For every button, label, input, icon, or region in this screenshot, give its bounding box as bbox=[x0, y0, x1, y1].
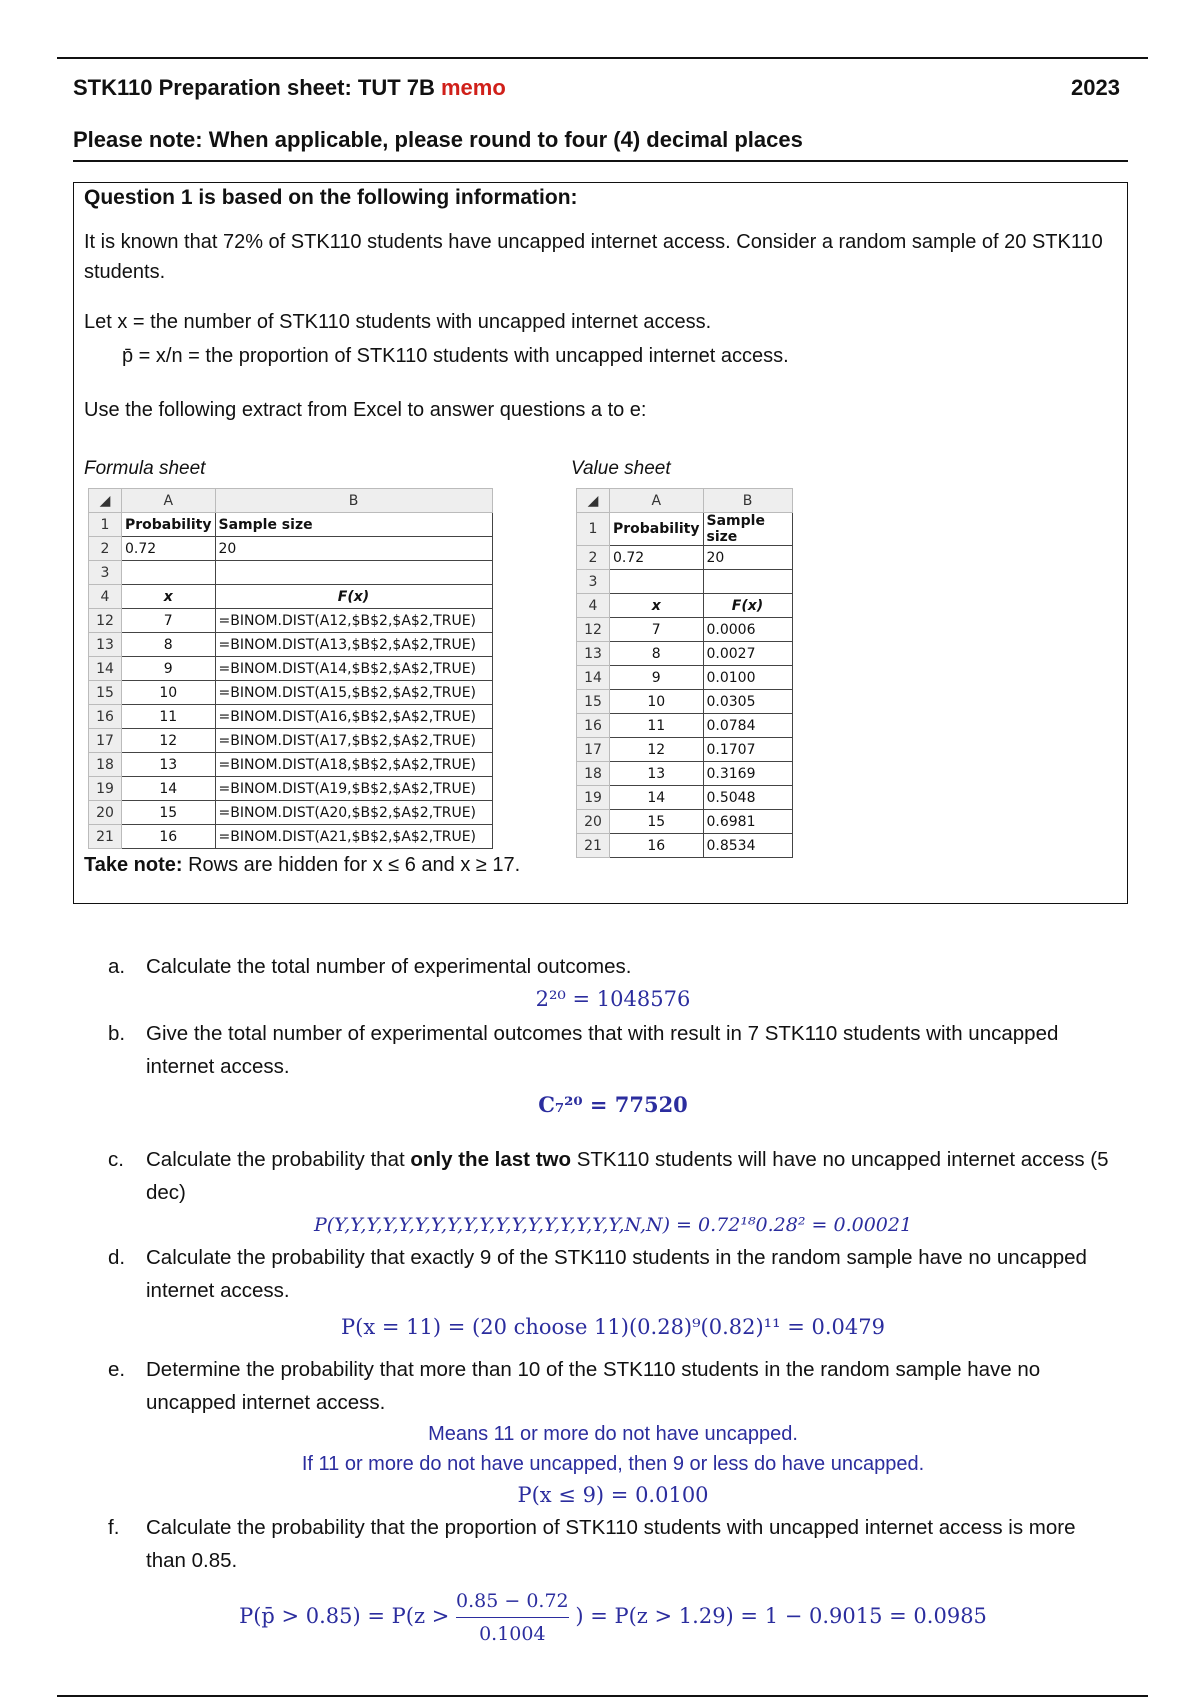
cell-value: =BINOM.DIST(A12,$B$2,$A$2,TRUE) bbox=[215, 609, 492, 633]
formula-sheet-label: Formula sheet bbox=[84, 458, 206, 479]
take-note-label: Take note: bbox=[84, 854, 183, 876]
question-letter: c. bbox=[108, 1148, 124, 1171]
cell-value: 0.0027 bbox=[703, 642, 792, 666]
col-header: A bbox=[610, 489, 704, 513]
cell-x: 9 bbox=[122, 657, 216, 681]
table-row bbox=[577, 834, 793, 858]
formula-sheet-table: ◢ A B 1 Probability Sample size 2 0.72 20 3 4 x F(x) 12 7 =BINOM.DIST(A12,$B$2,$A$2,TRUE) 13 8 =BINOM.DIST(A13,$B$2,$A$2,TRUE) 14 9 =BINOM.DIST(A14,$B$2,$A$2,TRUE) 15 10 =BINOM.DIST(A15,$B$2,$A$2,TRUE) 16 11 =BINOM.DIST(A16,$B$2,$A$2,TRUE) 17 12 =BINOM.DIST(A17,$B$2,$A$2,TRUE) 18 13 =BINOM.DIST(A18,$B$2,$A$2,TRUE) 19 14 =BINOM.DIST(A19,$B$2,$A$2,TRUE) 20 15 =BINOM.DIST(A20,$B$2,$A$2,TRUE) 21 16 =BINOM.DIST(A21,$B$2,$A$2,TRUE) bbox=[88, 488, 493, 849]
cell-value: =BINOM.DIST(A15,$B$2,$A$2,TRUE) bbox=[215, 681, 492, 705]
cell-value: 0.0305 bbox=[703, 690, 792, 714]
cell-value: =BINOM.DIST(A19,$B$2,$A$2,TRUE) bbox=[215, 777, 492, 801]
cell: F(x) bbox=[215, 585, 492, 609]
col-header: A bbox=[122, 489, 216, 513]
table-row bbox=[89, 705, 493, 729]
question-letter: b. bbox=[108, 1022, 126, 1045]
info-paragraph: It is known that 72% of STK110 students have uncapped internet access. Consider a random sample of 20 STK110 students. bbox=[84, 231, 1103, 283]
cell: x bbox=[122, 585, 216, 609]
question-text: Determine the probability that more than 10 of the STK110 students in the random sample have no uncapped internet access. bbox=[146, 1358, 1041, 1414]
memo-label: memo bbox=[441, 75, 506, 100]
title-text: STK110 Preparation sheet: TUT 7B bbox=[73, 75, 441, 100]
table-row bbox=[577, 714, 793, 738]
numerator: 0.85 − 0.72 bbox=[456, 1585, 569, 1618]
row-number: 13 bbox=[89, 633, 122, 657]
row-number: 17 bbox=[89, 729, 122, 753]
top-rule bbox=[57, 57, 1148, 59]
row-number: 20 bbox=[89, 801, 122, 825]
row-number: 13 bbox=[577, 642, 610, 666]
table-row bbox=[89, 633, 493, 657]
row-number: 12 bbox=[577, 618, 610, 642]
table-row bbox=[577, 618, 793, 642]
question-a bbox=[108, 950, 1118, 983]
answer-f-pre: P(p̄ > 0.85) = P(z > bbox=[239, 1604, 450, 1628]
question-text: Calculate the probability that the proportion of STK110 students with uncapped internet access is more than 0.85. bbox=[146, 1516, 1076, 1572]
bottom-rule bbox=[57, 1695, 1148, 1697]
cell-value: 0.0784 bbox=[703, 714, 792, 738]
cell-value: =BINOM.DIST(A21,$B$2,$A$2,TRUE) bbox=[215, 825, 492, 849]
cell-x: 8 bbox=[122, 633, 216, 657]
question-text: Give the total number of experimental outcomes that with result in 7 STK110 students with uncapped internet access. bbox=[146, 1022, 1059, 1078]
cell-value: 0.8534 bbox=[703, 834, 792, 858]
cell-value: =BINOM.DIST(A16,$B$2,$A$2,TRUE) bbox=[215, 705, 492, 729]
cell-x: 15 bbox=[610, 810, 704, 834]
cell-value: 0.0006 bbox=[703, 618, 792, 642]
cell-x: 13 bbox=[122, 753, 216, 777]
cell: Sample size bbox=[215, 513, 492, 537]
table-row bbox=[89, 729, 493, 753]
cell-value: 0.0100 bbox=[703, 666, 792, 690]
question-e bbox=[108, 1353, 1118, 1419]
table-row bbox=[577, 690, 793, 714]
sheet-title bbox=[73, 75, 1120, 101]
table-row bbox=[577, 762, 793, 786]
question-letter: a. bbox=[108, 955, 126, 978]
row-number: 16 bbox=[89, 705, 122, 729]
row-number: 16 bbox=[577, 714, 610, 738]
question-text-bold: only the last two bbox=[410, 1148, 571, 1171]
row-number: 21 bbox=[89, 825, 122, 849]
take-note bbox=[84, 850, 520, 880]
table-row bbox=[577, 642, 793, 666]
answer-e-line2: If 11 or more do not have uncapped, then 9 or less do have uncapped. bbox=[301, 1453, 925, 1475]
answer-f-post: ) = P(z > 1.29) = 1 − 0.9015 = 0.0985 bbox=[575, 1604, 987, 1628]
col-header: B bbox=[215, 489, 492, 513]
row-number: 21 bbox=[577, 834, 610, 858]
table-row bbox=[89, 825, 493, 849]
row-number: 12 bbox=[89, 609, 122, 633]
table-row bbox=[89, 753, 493, 777]
denominator: 0.1004 bbox=[479, 1623, 546, 1645]
cell-x: 14 bbox=[122, 777, 216, 801]
cell: 0.72 bbox=[610, 546, 704, 570]
cell: 20 bbox=[215, 537, 492, 561]
value-sheet-table: ◢ A B 1 Probability Sample size 2 0.72 20 3 4 x F(x) 12 7 0.0006 13 8 0.0027 14 9 0.0100 15 10 0.0305 16 11 0.0784 17 12 0.1707 18 13 0.3169 19 14 0.5048 20 15 0.6981 21 16 0.8534 bbox=[576, 488, 793, 858]
question-f bbox=[108, 1511, 1118, 1577]
col-header: B bbox=[703, 489, 792, 513]
cell-x: 7 bbox=[610, 618, 704, 642]
questions-list bbox=[108, 950, 1118, 1650]
cell-x: 16 bbox=[122, 825, 216, 849]
cell-x: 10 bbox=[122, 681, 216, 705]
answer-c: P(Y,Y,Y,Y,Y,Y,Y,Y,Y,Y,Y,Y,Y,Y,Y,Y,Y,Y,N,N) = 0.72¹⁸0.28² = 0.00021 bbox=[313, 1214, 913, 1236]
row-number: 15 bbox=[89, 681, 122, 705]
cell-value: =BINOM.DIST(A14,$B$2,$A$2,TRUE) bbox=[215, 657, 492, 681]
cell-x: 8 bbox=[610, 642, 704, 666]
year-label: 2023 bbox=[1071, 75, 1120, 100]
cell: Probability bbox=[122, 513, 216, 537]
question-text: Calculate the probability that bbox=[146, 1148, 411, 1171]
excel-instruction: Use the following extract from Excel to answer questions a to e: bbox=[84, 399, 647, 421]
table-row bbox=[577, 786, 793, 810]
table-row bbox=[89, 609, 493, 633]
x-definition: Let x = the number of STK110 students with uncapped internet access. bbox=[84, 311, 712, 333]
table-row bbox=[89, 681, 493, 705]
table-row bbox=[89, 777, 493, 801]
z-fraction bbox=[456, 1585, 569, 1650]
info-box bbox=[73, 182, 1128, 904]
table-row bbox=[577, 810, 793, 834]
answer-b: C₇²⁰ = 77520 bbox=[538, 1092, 688, 1117]
cell-value: =BINOM.DIST(A20,$B$2,$A$2,TRUE) bbox=[215, 801, 492, 825]
cell-value: 0.1707 bbox=[703, 738, 792, 762]
question-text: STK110 students will have no uncapped internet access (5 dec) bbox=[146, 1148, 1109, 1204]
cell-value: 0.3169 bbox=[703, 762, 792, 786]
question-text: Calculate the probability that exactly 9 of the STK110 students in the random sample have no uncapped internet access. bbox=[146, 1246, 1087, 1302]
cell-value: 0.6981 bbox=[703, 810, 792, 834]
cell-x: 14 bbox=[610, 786, 704, 810]
cell-x: 7 bbox=[122, 609, 216, 633]
question-letter: f. bbox=[108, 1516, 120, 1539]
row-number: 15 bbox=[577, 690, 610, 714]
question-b bbox=[108, 1017, 1118, 1083]
question-letter: e. bbox=[108, 1358, 126, 1381]
cell-value: 0.5048 bbox=[703, 786, 792, 810]
answer-d: P(x = 11) = (20 choose 11)(0.28)⁹(0.82)¹¹ = 0.0479 bbox=[341, 1315, 885, 1339]
row-number: 19 bbox=[89, 777, 122, 801]
cell: 0.72 bbox=[122, 537, 216, 561]
question-d bbox=[108, 1241, 1118, 1307]
row-number: 14 bbox=[89, 657, 122, 681]
cell: F(x) bbox=[703, 594, 792, 618]
row-number: 17 bbox=[577, 738, 610, 762]
cell: x bbox=[610, 594, 704, 618]
info-heading: Question 1 is based on the following information: bbox=[84, 186, 578, 209]
cell-x: 12 bbox=[122, 729, 216, 753]
cell-x: 9 bbox=[610, 666, 704, 690]
table-row bbox=[89, 657, 493, 681]
p-bar-definition: p̄ = x/n = the proportion of STK110 students with uncapped internet access. bbox=[122, 345, 789, 367]
cell: Sample size bbox=[703, 513, 792, 546]
cell-x: 13 bbox=[610, 762, 704, 786]
row-number: 20 bbox=[577, 810, 610, 834]
value-sheet-label: Value sheet bbox=[571, 458, 671, 479]
answer-e-line3: P(x ≤ 9) = 0.0100 bbox=[517, 1483, 709, 1507]
cell-x: 12 bbox=[610, 738, 704, 762]
question-text: Calculate the total number of experimental outcomes. bbox=[146, 955, 632, 978]
table-row bbox=[89, 801, 493, 825]
cell-value: =BINOM.DIST(A13,$B$2,$A$2,TRUE) bbox=[215, 633, 492, 657]
cell-x: 15 bbox=[122, 801, 216, 825]
cell-x: 10 bbox=[610, 690, 704, 714]
question-letter: d. bbox=[108, 1246, 126, 1269]
answer-e-line1: Means 11 or more do not have uncapped. bbox=[428, 1423, 798, 1445]
rounding-note: Please note: When applicable, please round to four (4) decimal places bbox=[73, 127, 803, 152]
header-rule bbox=[73, 160, 1128, 162]
cell-x: 11 bbox=[610, 714, 704, 738]
table-row bbox=[577, 738, 793, 762]
cell: Probability bbox=[610, 513, 704, 546]
answer-f bbox=[108, 1585, 1118, 1650]
row-number: 18 bbox=[577, 762, 610, 786]
cell-value: =BINOM.DIST(A17,$B$2,$A$2,TRUE) bbox=[215, 729, 492, 753]
cell-value: =BINOM.DIST(A18,$B$2,$A$2,TRUE) bbox=[215, 753, 492, 777]
row-number: 18 bbox=[89, 753, 122, 777]
table-row bbox=[577, 666, 793, 690]
answer-a: 2²⁰ = 1048576 bbox=[535, 987, 691, 1011]
take-note-text: Rows are hidden for x ≤ 6 and x ≥ 17. bbox=[182, 854, 521, 876]
cell: 20 bbox=[703, 546, 792, 570]
row-number: 19 bbox=[577, 786, 610, 810]
row-number: 14 bbox=[577, 666, 610, 690]
cell-x: 11 bbox=[122, 705, 216, 729]
cell-x: 16 bbox=[610, 834, 704, 858]
question-c bbox=[108, 1143, 1118, 1209]
